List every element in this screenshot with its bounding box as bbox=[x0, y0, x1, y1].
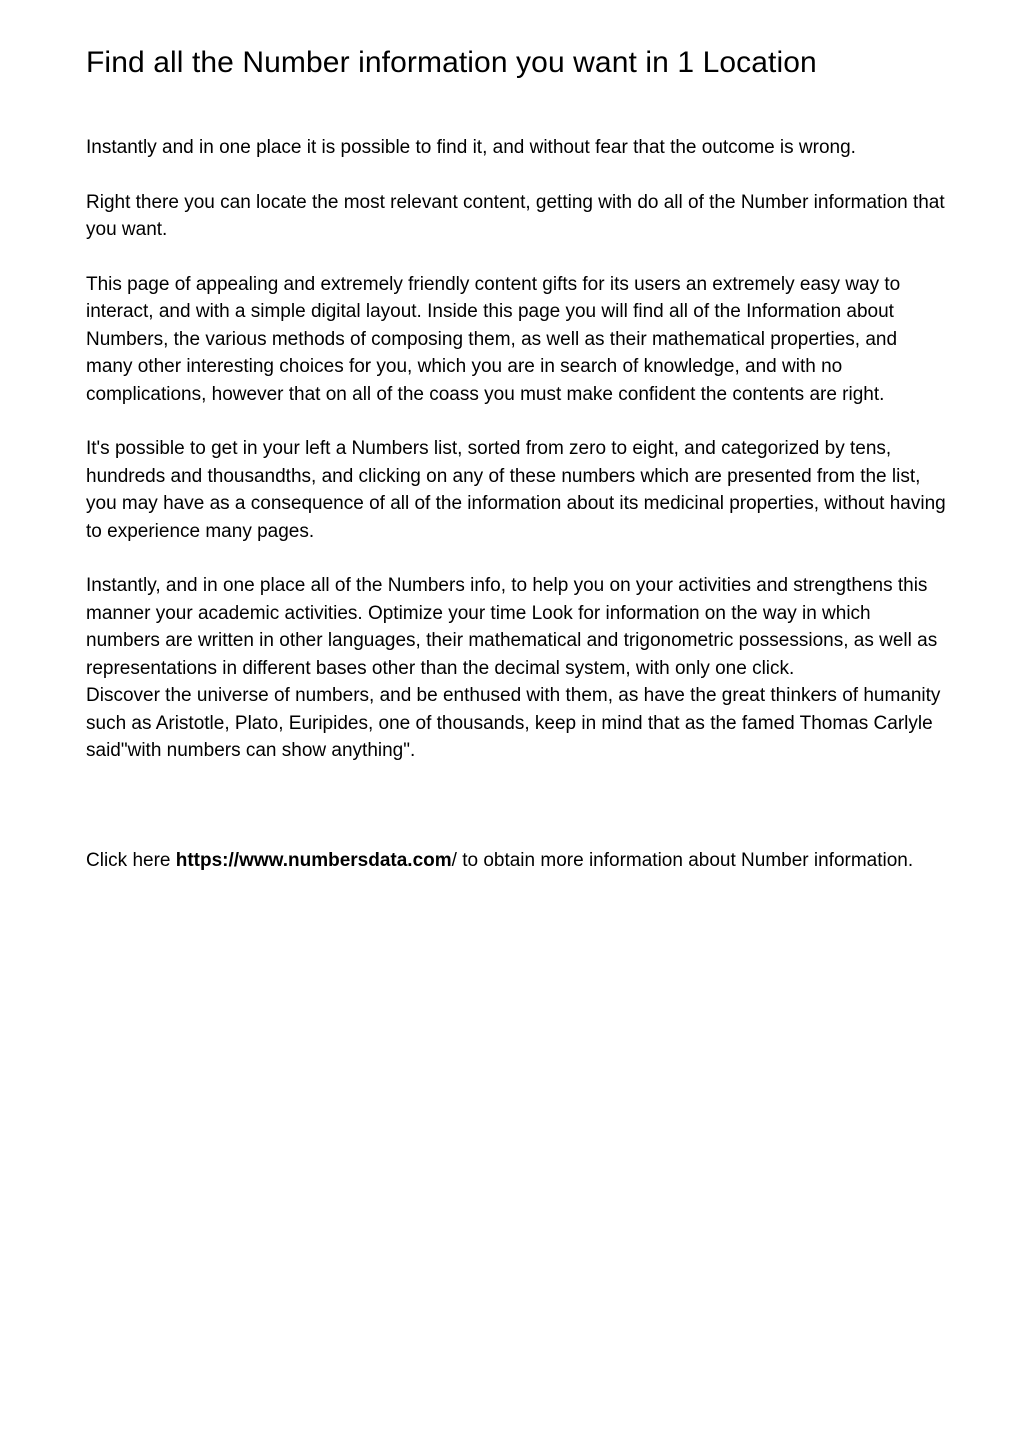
paragraph-6: Discover the universe of numbers, and be enthused with them, as have the great thinkers of humanity such as Aristotle, Plato, Euripides, one of thousands, keep in mind that as the famed Thomas Carlyle said"with numbers can show anything". bbox=[86, 685, 941, 761]
footer-suffix: to obtain more information about Number information. bbox=[456, 849, 914, 871]
section-spacer bbox=[86, 792, 946, 847]
paragraph-5: Instantly, and in one place all of the Numbers info, to help you on your activities and strengthens this manner your academic activities. Optimize your time Look for information on the way in which numbers are written in other languages, their mathematical and trigonometric possessions, as well as representations in different bases other than the decimal system, with only one click. bbox=[86, 575, 938, 679]
paragraph-3: This page of appealing and extremely friendly content gifts for its users an extremely easy way to interact, and with a simple digital layout. Inside this page you will find all of the Information about Numbers, the various methods of composing them, as well as their mathematical properties, and many other interesting choices for you, which you are in search of knowledge, and with no complications, however that on all of the coass you must make confident the contents are right. bbox=[86, 273, 901, 405]
paragraph-4: It's possible to get in your left a Numbers list, sorted from zero to eight, and categorized by tens, hundreds and thousandths, and clicking on any of these numbers which are presented from the list, you may have as a consequence of all of the information about its medicinal properties, without having to experience many pages. bbox=[86, 438, 946, 542]
paragraph-2: Right there you can locate the most relevant content, getting with do all of the Number information that you want. bbox=[86, 191, 945, 240]
footer-link-suffix: / bbox=[451, 849, 457, 871]
footer-paragraph bbox=[86, 847, 946, 875]
document-page bbox=[86, 42, 946, 901]
document-title: Find all the Number information you want in 1 Location bbox=[86, 46, 817, 79]
paragraph-1: Instantly and in one place it is possible to find it, and without fear that the outcome is wrong. bbox=[86, 137, 856, 158]
numbersdata-link[interactable]: https://www.numbersdata.com bbox=[175, 849, 452, 871]
footer-prefix: Click here bbox=[86, 849, 176, 871]
